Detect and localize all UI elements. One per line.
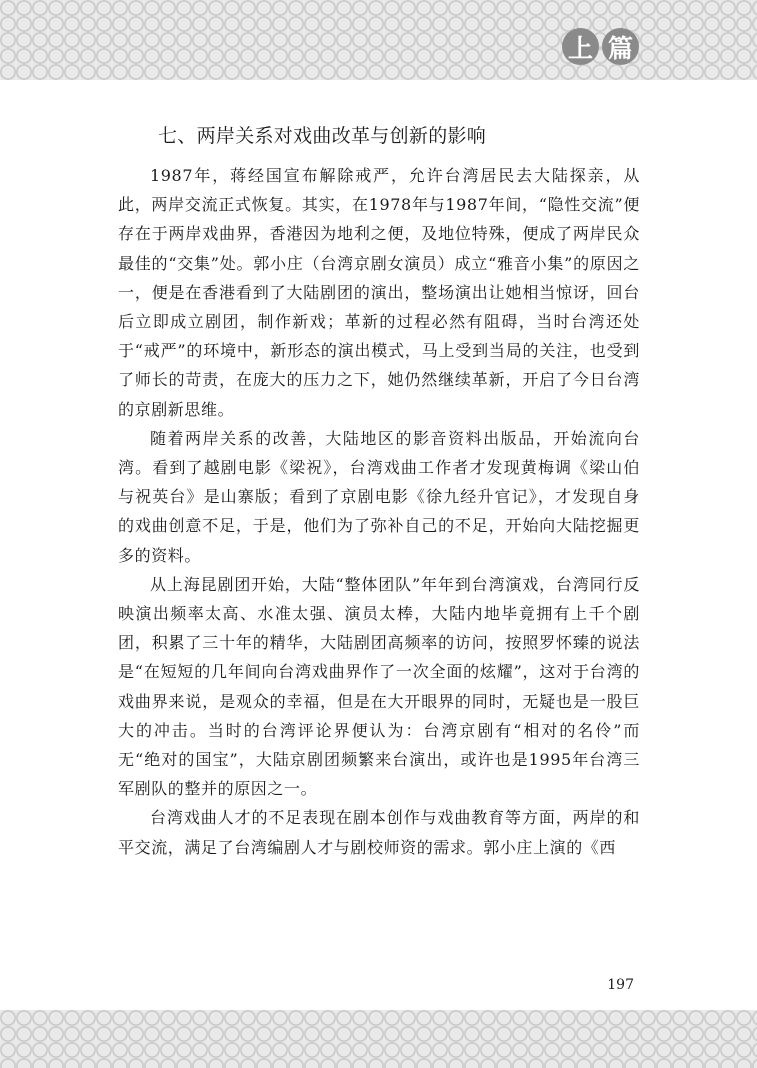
paragraph-1: 1987年，蒋经国宣布解除戒严，允许台湾居民去大陆探亲，从此，两岸交流正式恢复。其实，在1978年与1987年间，“隐性交流”便存在于两岸戏曲界，香港因为地利之便，及地位特殊，便成了两岸民众最佳的“交集”处。郭小庄（台湾京剧女演员）成立“雅音小集”的原因之一，便是在香港看到了大陆剧团的演出，整场演出让她相当惊讶，回台后立即成立剧团，制作新戏；革新的过程必然有阻碍，当时台湾还处于“戒严”的环境中，新形态的演出模式，马上受到当局的关注，也受到了师长的苛责，在庞大的压力之下，她仍然继续革新，开启了今日台湾的京剧新思维。 — [118, 166, 640, 419]
page-number: 197 — [607, 977, 634, 993]
part-badge-char-2: 篇 — [602, 28, 639, 65]
header-pattern-band — [0, 0, 757, 80]
page-body — [118, 121, 640, 862]
paragraph-2: 随着两岸关系的改善，大陆地区的影音资料出版品，开始流向台湾。看到了越剧电影《梁祝》，台湾戏曲工作者才发现黄梅调《梁山伯与祝英台》是山寨版；看到了京剧电影《徐九经升官记》，才发现自身的戏曲创意不足，于是，他们为了弥补自己的不足，开始向大陆挖掘更多的资料。 — [118, 428, 640, 565]
footer-pattern-band — [0, 1010, 757, 1068]
part-badge-char-1: 上 — [562, 28, 599, 65]
paragraph-4: 台湾戏曲人才的不足表现在剧本创作与戏曲教育等方面，两岸的和平交流，满足了台湾编剧人才与剧校师资的需求。郭小庄上演的《西 — [118, 808, 640, 857]
paragraph-3: 从上海昆剧团开始，大陆“整体团队”年年到台湾演戏，台湾同行反映演出频率太高、水准太强、演员太棒，大陆内地毕竟拥有上千个剧团，积累了三十年的精华，大陆剧团高频率的访问，按照罗怀臻的说法是“在短短的几年间向台湾戏曲界作了一次全面的炫耀”，这对于台湾的戏曲界来说，是观众的幸福，但是在大开眼界的同时，无疑也是一股巨大的冲击。当时的台湾评论界便认为：台湾京剧有“相对的名伶”而无“绝对的国宝”，大陆京剧团频繁来台演出，或许也是1995年台湾三军剧队的整并的原因之一。 — [118, 574, 640, 799]
section-heading: 七、两岸关系对戏曲改革与创新的影响 — [158, 125, 487, 147]
part-badge — [562, 28, 639, 65]
